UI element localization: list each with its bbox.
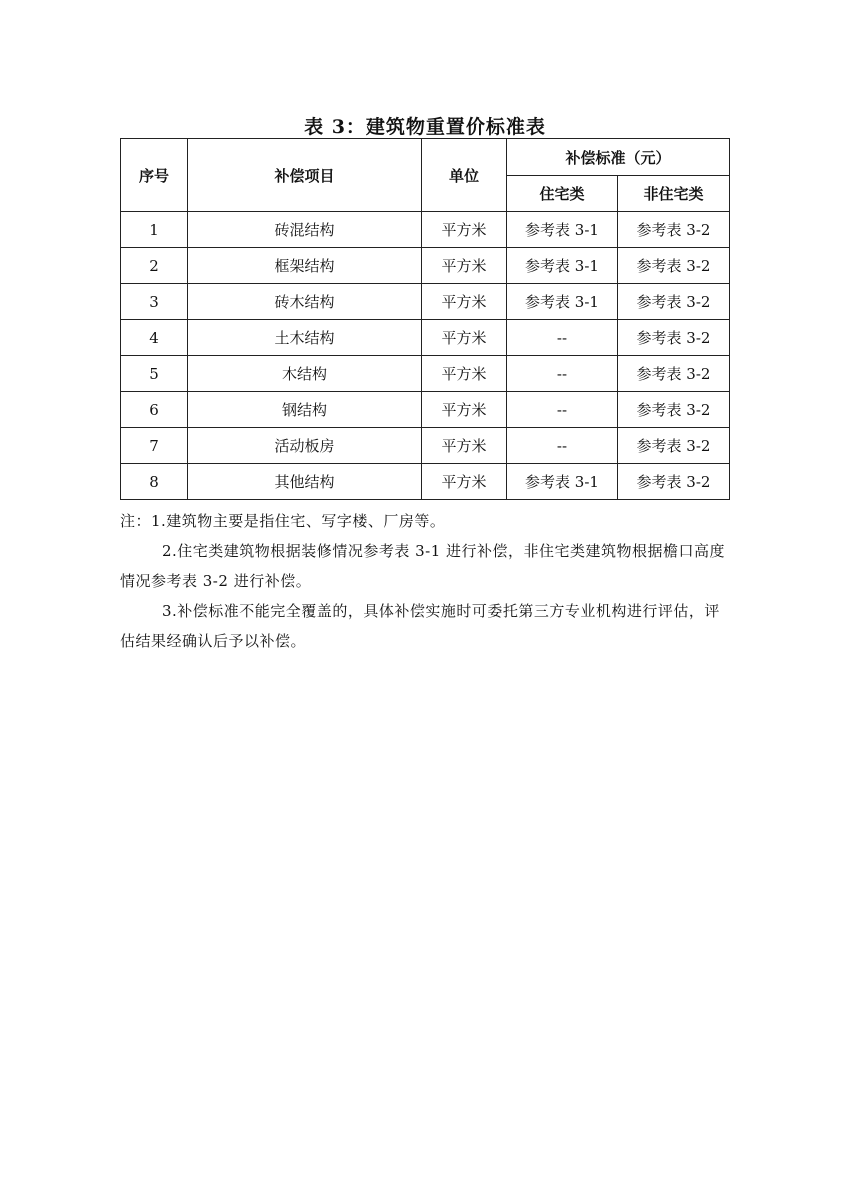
header-index: 序号: [121, 139, 188, 212]
cell-residential: 参考表 3-1: [507, 284, 618, 320]
cell-residential: --: [507, 392, 618, 428]
table-row: [121, 320, 730, 356]
table-row: [121, 248, 730, 284]
note-2: 2.住宅类建筑物根据装修情况参考表 3-1 进行补偿，非住宅类建筑物根据檐口高度情况参考表 3-2 进行补偿。: [120, 542, 726, 590]
compensation-table: [120, 138, 730, 500]
table-row: [121, 284, 730, 320]
cell-residential: 参考表 3-1: [507, 212, 618, 248]
table-row: [121, 464, 730, 500]
cell-item: 土木结构: [188, 320, 422, 356]
cell-residential: --: [507, 428, 618, 464]
cell-non-residential: 参考表 3-2: [618, 356, 730, 392]
cell-index: 4: [121, 320, 188, 356]
cell-unit: 平方米: [422, 464, 507, 500]
cell-item: 钢结构: [188, 392, 422, 428]
cell-unit: 平方米: [422, 356, 507, 392]
cell-unit: 平方米: [422, 284, 507, 320]
cell-index: 7: [121, 428, 188, 464]
cell-unit: 平方米: [422, 320, 507, 356]
cell-residential: 参考表 3-1: [507, 464, 618, 500]
cell-index: 6: [121, 392, 188, 428]
cell-non-residential: 参考表 3-2: [618, 464, 730, 500]
notes: [120, 506, 728, 656]
cell-unit: 平方米: [422, 392, 507, 428]
cell-item: 活动板房: [188, 428, 422, 464]
cell-unit: 平方米: [422, 212, 507, 248]
cell-unit: 平方米: [422, 428, 507, 464]
cell-item: 框架结构: [188, 248, 422, 284]
cell-index: 1: [121, 212, 188, 248]
table-body: [121, 212, 730, 500]
header-residential: 住宅类: [507, 176, 618, 212]
note-3: 3.补偿标准不能完全覆盖的，具体补偿实施时可委托第三方专业机构进行评估，评估结果经确认后予以补偿。: [120, 602, 720, 650]
cell-unit: 平方米: [422, 248, 507, 284]
cell-index: 2: [121, 248, 188, 284]
cell-residential: 参考表 3-1: [507, 248, 618, 284]
cell-item: 木结构: [188, 356, 422, 392]
table-row: [121, 428, 730, 464]
cell-item: 砖木结构: [188, 284, 422, 320]
cell-index: 8: [121, 464, 188, 500]
header-unit: 单位: [422, 139, 507, 212]
cell-item: 其他结构: [188, 464, 422, 500]
header-standard: 补偿标准（元）: [507, 139, 730, 176]
note-1: 注：1.建筑物主要是指住宅、写字楼、厂房等。: [120, 512, 446, 530]
cell-residential: --: [507, 320, 618, 356]
table-row: [121, 356, 730, 392]
cell-non-residential: 参考表 3-2: [618, 212, 730, 248]
page-title: 表 3：建筑物重置价标准表: [304, 116, 546, 138]
cell-non-residential: 参考表 3-2: [618, 428, 730, 464]
cell-non-residential: 参考表 3-2: [618, 284, 730, 320]
cell-residential: --: [507, 356, 618, 392]
cell-index: 5: [121, 356, 188, 392]
header-non-residential: 非住宅类: [618, 176, 730, 212]
header-item: 补偿项目: [188, 139, 422, 212]
cell-non-residential: 参考表 3-2: [618, 320, 730, 356]
cell-item: 砖混结构: [188, 212, 422, 248]
table-row: [121, 392, 730, 428]
table-row: [121, 212, 730, 248]
cell-index: 3: [121, 284, 188, 320]
cell-non-residential: 参考表 3-2: [618, 248, 730, 284]
cell-non-residential: 参考表 3-2: [618, 392, 730, 428]
